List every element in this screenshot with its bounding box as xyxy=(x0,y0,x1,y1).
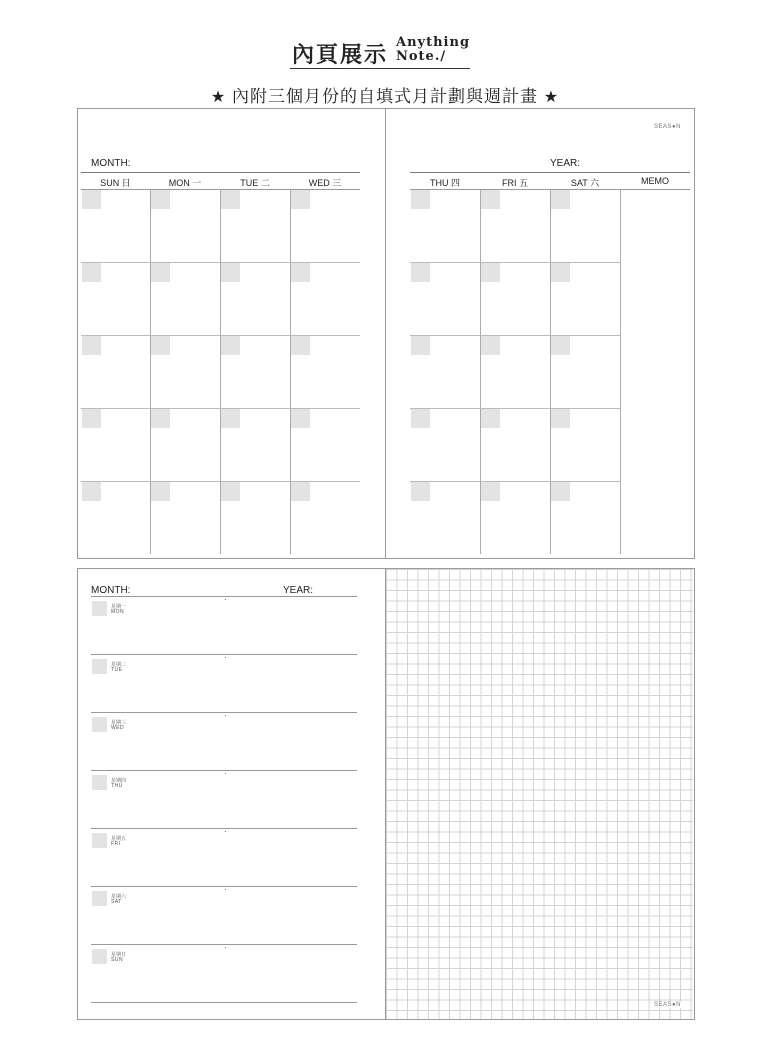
weekday-zh-label: 星期六 xyxy=(111,894,127,900)
brand-subtitle-line2: Note./ xyxy=(396,49,447,64)
date-square xyxy=(151,190,170,209)
grid-page xyxy=(386,569,693,1019)
day-header-mon: MON 一 xyxy=(168,178,202,188)
date-square xyxy=(151,336,170,355)
date-square xyxy=(481,336,500,355)
date-square xyxy=(221,263,240,282)
month-label: MONTH: xyxy=(91,158,131,169)
spread-fold xyxy=(385,108,386,559)
date-square xyxy=(151,482,170,501)
subtitle xyxy=(0,82,770,107)
midpoint-dot xyxy=(225,599,226,600)
date-square xyxy=(411,190,430,209)
date-square xyxy=(82,263,101,282)
brand-subtitle-line1: Anything xyxy=(396,35,471,50)
date-square xyxy=(221,190,240,209)
date-square xyxy=(291,482,310,501)
weekday-en-label: SAT xyxy=(111,899,122,905)
memo-header: MEMO xyxy=(641,176,669,186)
weekly-row-line xyxy=(91,770,357,771)
weekday-zh-label: 星期日 xyxy=(111,952,127,958)
page-title: 內頁展示 xyxy=(292,42,389,68)
day-header-thu: THU 四 xyxy=(430,178,460,188)
spread-fold xyxy=(385,568,386,1020)
date-square xyxy=(411,336,430,355)
date-square xyxy=(82,336,101,355)
weekly-row-line xyxy=(91,712,357,713)
brand-logo: SEAS●N xyxy=(654,124,681,130)
year-label: YEAR: xyxy=(550,158,581,169)
calendar-week-divider xyxy=(410,262,620,263)
date-square xyxy=(82,482,101,501)
date-square xyxy=(551,336,570,355)
title-underline xyxy=(290,68,470,69)
weekday-en-label: TUE xyxy=(111,667,123,673)
day-header-tue: TUE 二 xyxy=(240,178,270,188)
calendar-week-divider xyxy=(410,408,620,409)
date-square xyxy=(551,409,570,428)
date-square xyxy=(411,409,430,428)
weekday-zh-label: 星期五 xyxy=(111,836,127,842)
weekly-row-line xyxy=(91,944,357,945)
date-square xyxy=(291,263,310,282)
day-square xyxy=(92,717,107,732)
date-square xyxy=(221,482,240,501)
date-square xyxy=(82,409,101,428)
weekday-en-label: SUN xyxy=(111,957,124,963)
date-square xyxy=(151,409,170,428)
date-square xyxy=(551,482,570,501)
date-square xyxy=(291,190,310,209)
date-square xyxy=(151,263,170,282)
weekly-month-label: MONTH: xyxy=(91,585,131,596)
day-header-sun: SUN 日 xyxy=(100,178,131,188)
day-header-wed: WED 三 xyxy=(308,178,342,188)
weekly-row-line xyxy=(91,654,357,655)
brand-logo: SEAS●N xyxy=(654,1002,681,1008)
midpoint-dot xyxy=(225,889,226,890)
calendar-week-divider xyxy=(410,335,620,336)
day-square xyxy=(92,891,107,906)
star-icon: ★ xyxy=(210,89,227,106)
star-icon: ★ xyxy=(543,89,560,106)
weekly-year-label: YEAR: xyxy=(283,585,314,596)
weekday-en-label: WED xyxy=(111,725,125,731)
midpoint-dot xyxy=(225,773,226,774)
weekly-row-line xyxy=(91,886,357,887)
date-square xyxy=(411,482,430,501)
weekday-zh-label: 星期四 xyxy=(111,778,127,784)
day-header-fri: FRI 五 xyxy=(502,178,528,188)
weekday-en-label: THU xyxy=(111,783,123,789)
weekday-zh-label: 星期一 xyxy=(111,604,127,610)
midpoint-dot xyxy=(225,831,226,832)
day-square xyxy=(92,775,107,790)
day-square xyxy=(92,659,107,674)
date-square xyxy=(551,190,570,209)
date-square xyxy=(82,190,101,209)
weekday-zh-label: 星期三 xyxy=(111,720,127,726)
calendar-column-divider xyxy=(620,189,621,554)
midpoint-dot xyxy=(225,657,226,658)
weekday-en-label: MON xyxy=(111,609,125,615)
calendar-header-top-line xyxy=(81,172,360,173)
weekday-zh-label: 星期二 xyxy=(111,662,127,668)
weekly-row-line xyxy=(91,596,357,597)
midpoint-dot xyxy=(225,715,226,716)
date-square xyxy=(481,409,500,428)
day-header-sat: SAT 六 xyxy=(570,178,600,188)
weekly-row-line xyxy=(91,828,357,829)
date-square xyxy=(291,336,310,355)
date-square xyxy=(481,482,500,501)
date-square xyxy=(291,409,310,428)
date-square xyxy=(411,263,430,282)
brand-subtitle xyxy=(396,36,470,64)
weekday-en-label: FRI xyxy=(111,841,121,847)
date-square xyxy=(481,263,500,282)
midpoint-dot xyxy=(225,947,226,948)
day-square xyxy=(92,949,107,964)
date-square xyxy=(221,336,240,355)
calendar-week-divider xyxy=(410,481,620,482)
subtitle-text: 內附三個月份的自填式月計劃與週計畫 xyxy=(232,87,538,106)
calendar-header-top-line xyxy=(410,172,690,173)
date-square xyxy=(481,190,500,209)
date-square xyxy=(221,409,240,428)
day-square xyxy=(92,833,107,848)
day-square xyxy=(92,601,107,616)
date-square xyxy=(551,263,570,282)
weekly-row-line xyxy=(91,1002,357,1003)
